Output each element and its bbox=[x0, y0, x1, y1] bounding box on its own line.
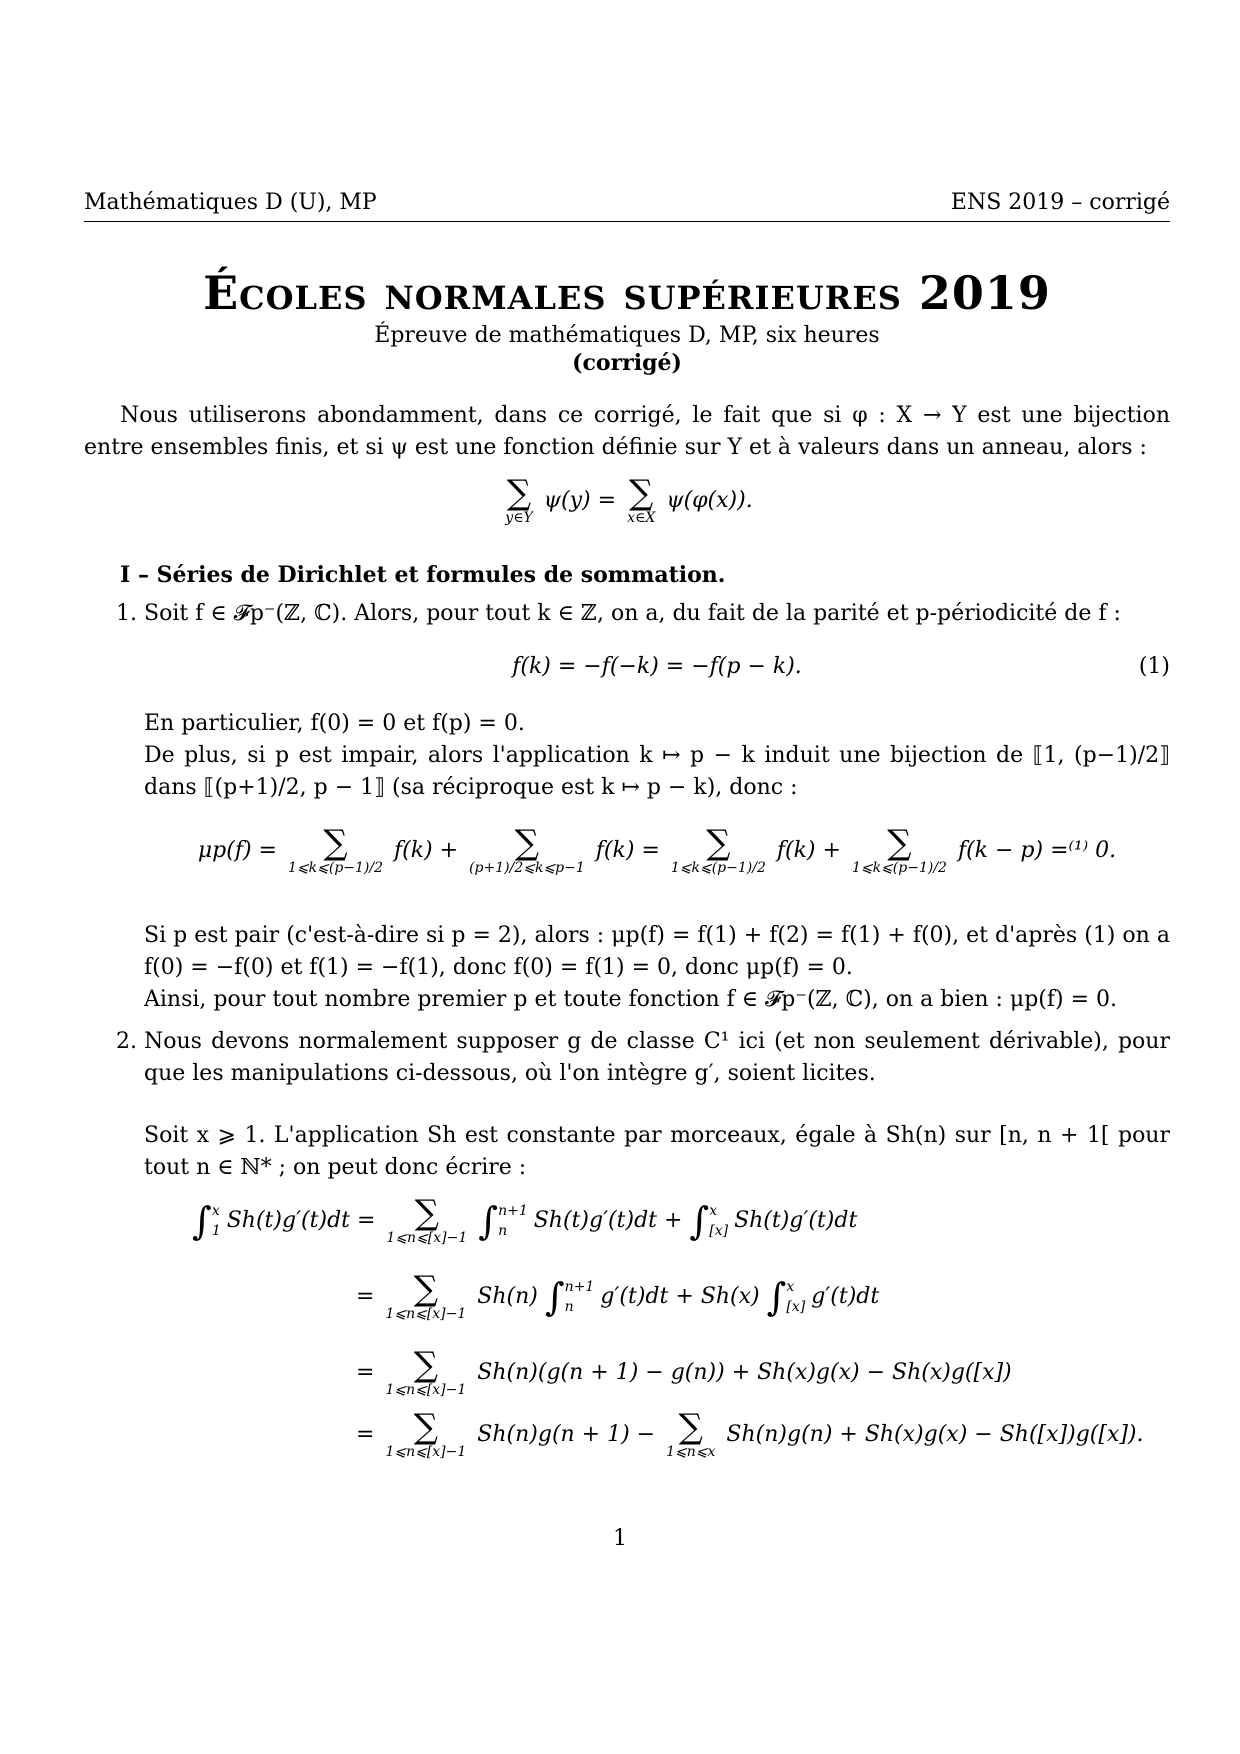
sum-symbol: ∑ 1⩽n⩽[x]−1 bbox=[385, 1407, 467, 1460]
sum-symbol: ∑ 1⩽n⩽[x]−1 bbox=[385, 1345, 467, 1398]
equation-number: (1) bbox=[1138, 654, 1170, 679]
item-number: 1. bbox=[116, 601, 137, 626]
derivation-line-3: = ∑ 1⩽n⩽[x]−1 Sh(n)(g(n + 1) − g(n)) + Sh(x)g(x) − Sh(x)g([x]) bbox=[356, 1345, 1012, 1398]
sum-symbol: ∑ 1⩽k⩽(p−1)/2 bbox=[288, 823, 383, 876]
intro-paragraph: Nous utiliserons abondamment, dans ce corrigé, le fait que si φ : X → Y est une bijection entre ensembles finis, et si ψ est une fonction définie sur Y et à valeurs dans un anneau, alors : bbox=[84, 403, 1170, 460]
document-title: Écoles normales supérieures 2019 bbox=[203, 266, 1051, 320]
intro-eq-right: ψ(φ(x)). bbox=[666, 488, 753, 513]
sum-symbol: ∑ (p+1)/2⩽k⩽p−1 bbox=[469, 823, 585, 876]
integral-symbol: ∫ bbox=[766, 1275, 787, 1319]
page-number: 1 bbox=[613, 1526, 627, 1551]
integral-limits: n+1 n bbox=[498, 1203, 528, 1239]
intro-equation bbox=[84, 473, 1170, 526]
integral-limits: x 1 bbox=[211, 1203, 221, 1239]
sum-symbol: ∑ 1⩽n⩽[x]−1 bbox=[385, 1269, 467, 1322]
equation-2: μp(f) = ∑ 1⩽k⩽(p−1)/2 f(k) + ∑ (p+1)/2⩽k⩽p−1 f(k) = ∑ 1⩽k⩽(p−1)/2 f(k) + ∑ 1⩽k⩽(p−1)/2 f(k − p) =⁽¹⁾ 0. bbox=[197, 823, 1117, 876]
sum-symbol: ∑ y∈Y bbox=[505, 473, 533, 526]
sum-symbol: ∑ 1⩽n⩽x bbox=[666, 1407, 716, 1460]
integral-limits: x [x] bbox=[709, 1203, 729, 1239]
item-1-p1: En particulier, f(0) = 0 et f(p) = 0. bbox=[144, 711, 525, 736]
page-header bbox=[84, 190, 1170, 222]
integral-limits: x [x] bbox=[786, 1279, 806, 1315]
derivation-line-4: = ∑ 1⩽n⩽[x]−1 Sh(n)g(n + 1) − ∑ 1⩽n⩽x Sh(n)g(n) + Sh(x)g(x) − Sh([x])g([x]). bbox=[356, 1407, 1144, 1460]
derivation-line-1: ∫x 1 Sh(t)g′(t)dt = ∑ 1⩽n⩽[x]−1 ∫n+1 n Sh(t)g′(t)dt + ∫x [x] Sh(t)g′(t)dt bbox=[192, 1193, 858, 1246]
intro-eq-left: ψ(y) = bbox=[543, 488, 617, 513]
item-2-p1: Soit x ⩾ 1. L'application Sh est constante par morceaux, égale à Sh(n) sur [n, n + 1[ pour tout n ∈ ℕ* ; on peut donc écrire : bbox=[144, 1123, 1170, 1180]
derivation-line-2: = ∑ 1⩽n⩽[x]−1 Sh(n) ∫n+1 n g′(t)dt + Sh(x) ∫x [x] g′(t)dt bbox=[356, 1269, 880, 1322]
item-2-line: Nous devons normalement supposer g de classe C¹ ici (et non seulement dérivable), pour que les manipulations ci-dessous, où l'on intègre g′, soient licites. bbox=[144, 1029, 1170, 1086]
title-block bbox=[84, 268, 1170, 376]
sum-symbol: ∑ 1⩽k⩽(p−1)/2 bbox=[851, 823, 947, 876]
sum-symbol: ∑ 1⩽k⩽(p−1)/2 bbox=[670, 823, 766, 876]
header-left: Mathématiques D (U), MP bbox=[84, 190, 377, 215]
integral-symbol: ∫ bbox=[478, 1199, 499, 1243]
section-title: I – Séries de Dirichlet et formules de sommation. bbox=[120, 562, 726, 588]
item-1-p2: De plus, si p est impair, alors l'application k ↦ p − k induit une bijection de ⟦1, (p−1)/2⟧ dans ⟦(p+1)/2, p − 1⟧ (sa réciproque est k ↦ p − k), donc : bbox=[144, 743, 1170, 800]
header-right: ENS 2019 – corrigé bbox=[950, 190, 1170, 215]
corrige-label: (corrigé) bbox=[572, 349, 682, 376]
item-number: 2. bbox=[116, 1029, 137, 1054]
equation-1: f(k) = −f(−k) = −f(p − k). bbox=[512, 654, 802, 679]
sum-symbol: ∑ 1⩽n⩽[x]−1 bbox=[386, 1193, 468, 1246]
item-1-p3: Si p est pair (c'est-à-dire si p = 2), alors : μp(f) = f(1) + f(2) = f(1) + f(0), et d'après (1) on a f(0) = −f(0) et f(1) = −f(1), donc f(0) = f(1) = 0, donc μp(f) = 0. bbox=[144, 923, 1170, 980]
item-2 bbox=[116, 1026, 1170, 1090]
integral-symbol: ∫ bbox=[544, 1275, 565, 1319]
document-subtitle: Épreuve de mathématiques D, MP, six heures bbox=[374, 322, 880, 348]
integral-symbol: ∫ bbox=[192, 1199, 212, 1243]
integral-limits: n+1 n bbox=[564, 1279, 595, 1315]
item-1-p4: Ainsi, pour tout nombre premier p et toute fonction f ∈ 𝓕p⁻(ℤ, ℂ), on a bien : μp(f) = 0. bbox=[144, 987, 1118, 1012]
integral-symbol: ∫ bbox=[689, 1199, 710, 1243]
item-1 bbox=[116, 598, 1170, 630]
sum-symbol: ∑ x∈X bbox=[627, 473, 656, 526]
item-1-line: Soit f ∈ 𝓕p⁻(ℤ, ℂ). Alors, pour tout k ∈ ℤ, on a, du fait de la parité et p-périodicité de f : bbox=[144, 601, 1121, 626]
